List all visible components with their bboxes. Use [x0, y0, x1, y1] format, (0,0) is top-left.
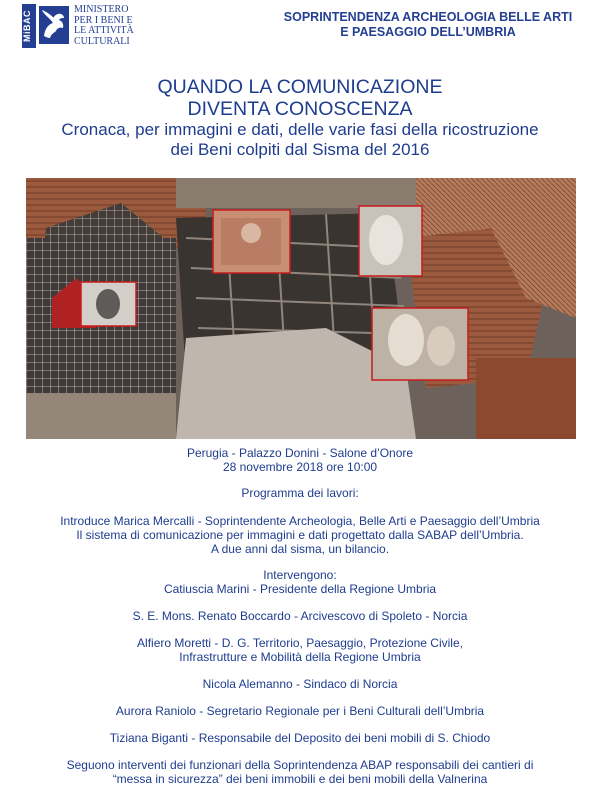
ministry-line: LE ATTIVITÀ: [74, 25, 134, 36]
aerial-church-photo: [26, 178, 576, 439]
ministry-line: PER I BENI E: [74, 14, 133, 26]
speaker-1: Catiuscia Marini - Presidente della Regione Umbria: [163, 582, 437, 596]
closing-line-2: “messa in sicurezza” dei beni immobili e dei beni mobili della Valnerina: [112, 772, 488, 786]
speaker-4: Nicola Alemanno - Sindaco di Norcia: [202, 677, 398, 691]
logo-acronym: MiBAC: [22, 4, 36, 48]
ministry-line: MINISTERO: [74, 4, 129, 15]
speaker-3-line-2: Infrastrutture e Mobilità della Regione Umbria: [179, 650, 421, 664]
speakers-heading: Intervengono:: [263, 568, 337, 582]
speaker-5: Aurora Raniolo - Segretario Regionale per i Beni Culturali dell’Umbria: [115, 704, 485, 718]
subtitle-line-1: Cronaca, per immagini e dati, delle varie fasi della ricostruzione: [61, 120, 539, 139]
intro-line-1: Introduce Marica Mercalli - Soprintendente Archeologia, Belle Arti e Paesaggio dell’Umbria: [60, 514, 540, 528]
institution-line-2: E PAESAGGIO DELL’UMBRIA: [340, 25, 516, 39]
speaker-6: Tiziana Biganti - Responsabile del Deposito dei beni mobili di S. Chiodo: [109, 731, 491, 745]
event-datetime: 28 novembre 2018 ore 10:00: [222, 460, 378, 474]
title-line-1: QUANDO LA COMUNICAZIONE: [157, 76, 443, 98]
ministry-name: [74, 5, 164, 47]
event-venue: Perugia - Palazzo Donini - Salone d’Onore: [186, 446, 414, 460]
institution-header: [278, 10, 578, 40]
subtitle-line-2: dei Beni colpiti dal Sisma del 2016: [170, 139, 430, 159]
intro-line-3: A due anni dal sisma, un bilancio.: [210, 542, 390, 556]
mibac-logo: [22, 4, 162, 48]
aerial-photo-drawing: [26, 178, 576, 439]
institution-line-1: SOPRINTENDENZA ARCHEOLOGIA BELLE ARTI: [283, 10, 573, 24]
event-info: [0, 446, 600, 786]
program-heading: Programma dei lavori:: [241, 486, 359, 500]
title-line-2: DIVENTA CONOSCENZA: [187, 98, 413, 120]
ministry-line: CULTURALI: [74, 35, 130, 47]
speaker-2: S. E. Mons. Renato Boccardo - Arcivescovo di Spoleto - Norcia: [132, 609, 468, 623]
pegasus-icon: [39, 6, 69, 44]
closing-line-1: Seguono interventi dei funzionari della Soprintendenza ABAP responsabili dei cantieri di: [66, 758, 534, 772]
title-block: [0, 76, 600, 159]
intro-line-2: Il sistema di comunicazione per immagini e dati progettato dalla SABAP dell’Umbria.: [76, 528, 524, 542]
speaker-3-line-1: Alfiero Moretti - D. G. Territorio, Paesaggio, Protezione Civile,: [137, 636, 463, 650]
